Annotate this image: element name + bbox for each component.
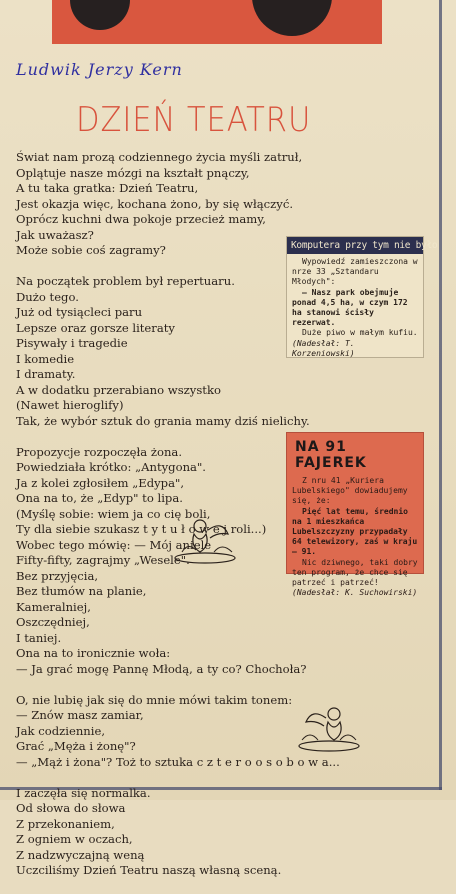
poem-line: Powiedziała krótko: „Antygona". <box>16 460 206 474</box>
poem-line: Jak codziennie, <box>16 723 106 738</box>
poem-line: Oplątuje nasze mózgi na kształt pnączy, <box>16 165 250 180</box>
poem-line: (Nawet hieroglify) <box>16 398 124 412</box>
poem-stanza <box>16 786 356 879</box>
sidebar-box-source: (Nadesłał: K. Suchowirski) <box>292 588 418 598</box>
poem-line: Ja z kolei zgłosiłem „Edypa", <box>16 475 185 490</box>
sidebar-box-source: (Nadesłał: T. Korzeniowski) <box>292 338 355 358</box>
poem-line: — „Mąż i żona"? Toż to sztuka c z t e r o o s o b o w a... <box>16 754 340 769</box>
header-shape-right <box>252 0 332 36</box>
poem-line: Z przekonaniem, <box>16 816 115 831</box>
header-illustration <box>52 0 382 44</box>
poem-line: Ty dla siebie szukasz t y t u ł o w e j roli...) <box>16 522 267 536</box>
poem-line: Ona na to, że „Edyp" to lipa. <box>16 491 183 505</box>
sidebar-box-paragraph: Nic dziwnego, taki dobry ten program, że chce się patrzeć i patrzeć! <box>292 557 418 588</box>
poem-line: — Znów masz zamiar, <box>16 708 144 722</box>
sidebar-box-body <box>287 254 423 359</box>
poem-line: Kameralniej, <box>16 599 91 614</box>
poem-line: A w dodatku przerabiano wszystko <box>16 382 221 397</box>
poem-line: Dużo tego. <box>16 289 79 304</box>
poem-line: Wobec tego mówię: — Mój aniele <box>16 537 212 552</box>
sidebar-box-fajerek <box>286 432 424 598</box>
cherub-ornament <box>170 512 240 566</box>
poem-line: A tu taka gratka: Dzień Teatru, <box>16 181 199 195</box>
poem-line: Od słowa do słowa <box>16 801 126 815</box>
poem-line: Grać „Męża i żonę"? <box>16 739 136 753</box>
poem-line: (Myślę sobie: wiem ja co cię boli, <box>16 506 211 521</box>
poem-line: Fifty-fifty, zagrajmy „Wesele". <box>16 553 190 567</box>
poem-line: Z nadzwyczajną weną <box>16 847 145 862</box>
poem-line: Bez przyjęcia, <box>16 568 99 583</box>
sidebar-box-paragraph: Duże piwo w małym kufiu. <box>302 328 418 338</box>
page-frame-right <box>439 0 442 790</box>
author-name: Ludwik Jerzy Kern <box>16 60 183 79</box>
poem-line: Pisywały i tragedie <box>16 336 128 350</box>
poem-line: Propozycje rozpoczęła żona. <box>16 444 183 459</box>
poem-line: Uczciliśmy Dzień Teatru naszą własną sceną. <box>16 863 282 877</box>
poem-line: Ona na to ironicznie woła: <box>16 646 171 660</box>
sidebar-box-body <box>287 473 423 598</box>
poem-line: I zaczęła się normalka. <box>16 785 151 800</box>
poem-title: DZIEŃ TEATRU <box>76 100 312 140</box>
poem-line: Jest okazja więc, kochana żono, by się włączyć. <box>16 196 294 211</box>
poem-line: Lepsze oraz gorsze literaty <box>16 320 175 335</box>
sidebar-box-komputer <box>286 236 438 358</box>
sidebar-box-paragraph: — Nasz park obejmuje ponad 4,5 ha, w czym 172 ha stanowi ścisły rezerwat. <box>292 287 408 328</box>
sidebar-box-paragraph: Z nru 41 „Kuriera Lubelskiego" dowiadujemy się, że: <box>292 476 408 506</box>
sidebar-box-heading: Komputera przy tym nie było <box>287 237 423 254</box>
poem-line: Z ogniem w oczach, <box>16 832 133 846</box>
poem-line: I dramaty. <box>16 367 76 381</box>
cherub-ornament <box>294 700 364 754</box>
poem-line: Oszczędniej, <box>16 615 90 629</box>
poem-line: O, nie lubię jak się do mnie mówi takim tonem: <box>16 692 293 707</box>
poem-line: Jak uważasz? <box>16 227 94 242</box>
poem-line: Może sobie coś zagramy? <box>16 243 166 257</box>
header-shape-left <box>70 0 130 30</box>
poem-line: I taniej. <box>16 630 62 645</box>
poem-line: Bez tłumów na planie, <box>16 584 147 598</box>
sidebar-box-paragraph: Pięć lat temu, średnio na 1 mieszkańca Lubelszczyzny przypadały 64 telewizory, zaś w kraju — 91. <box>292 506 418 557</box>
poem-line: Oprócz kuchni dwa pokoje przecież mamy, <box>16 212 266 226</box>
poem-line: — Ja grać mogę Pannę Młodą, a ty co? Chochoła? <box>16 661 307 676</box>
poem-line: Już od tysiącleci paru <box>16 305 143 319</box>
poem-line: Świat nam prozą codziennego życia myśli zatruł, <box>16 150 303 164</box>
sidebar-box-heading: NA 91 FAJEREK <box>295 439 367 471</box>
poem-line: Tak, że wybór sztuk do grania mamy dziś nielichy. <box>16 413 310 428</box>
poem-line: Na początek problem był repertuaru. <box>16 274 235 288</box>
sidebar-box-paragraph: Wypowiedź zamieszczona w nrze 33 „Sztandaru Młodych": <box>292 257 418 287</box>
poem-line: I komedie <box>16 351 75 366</box>
